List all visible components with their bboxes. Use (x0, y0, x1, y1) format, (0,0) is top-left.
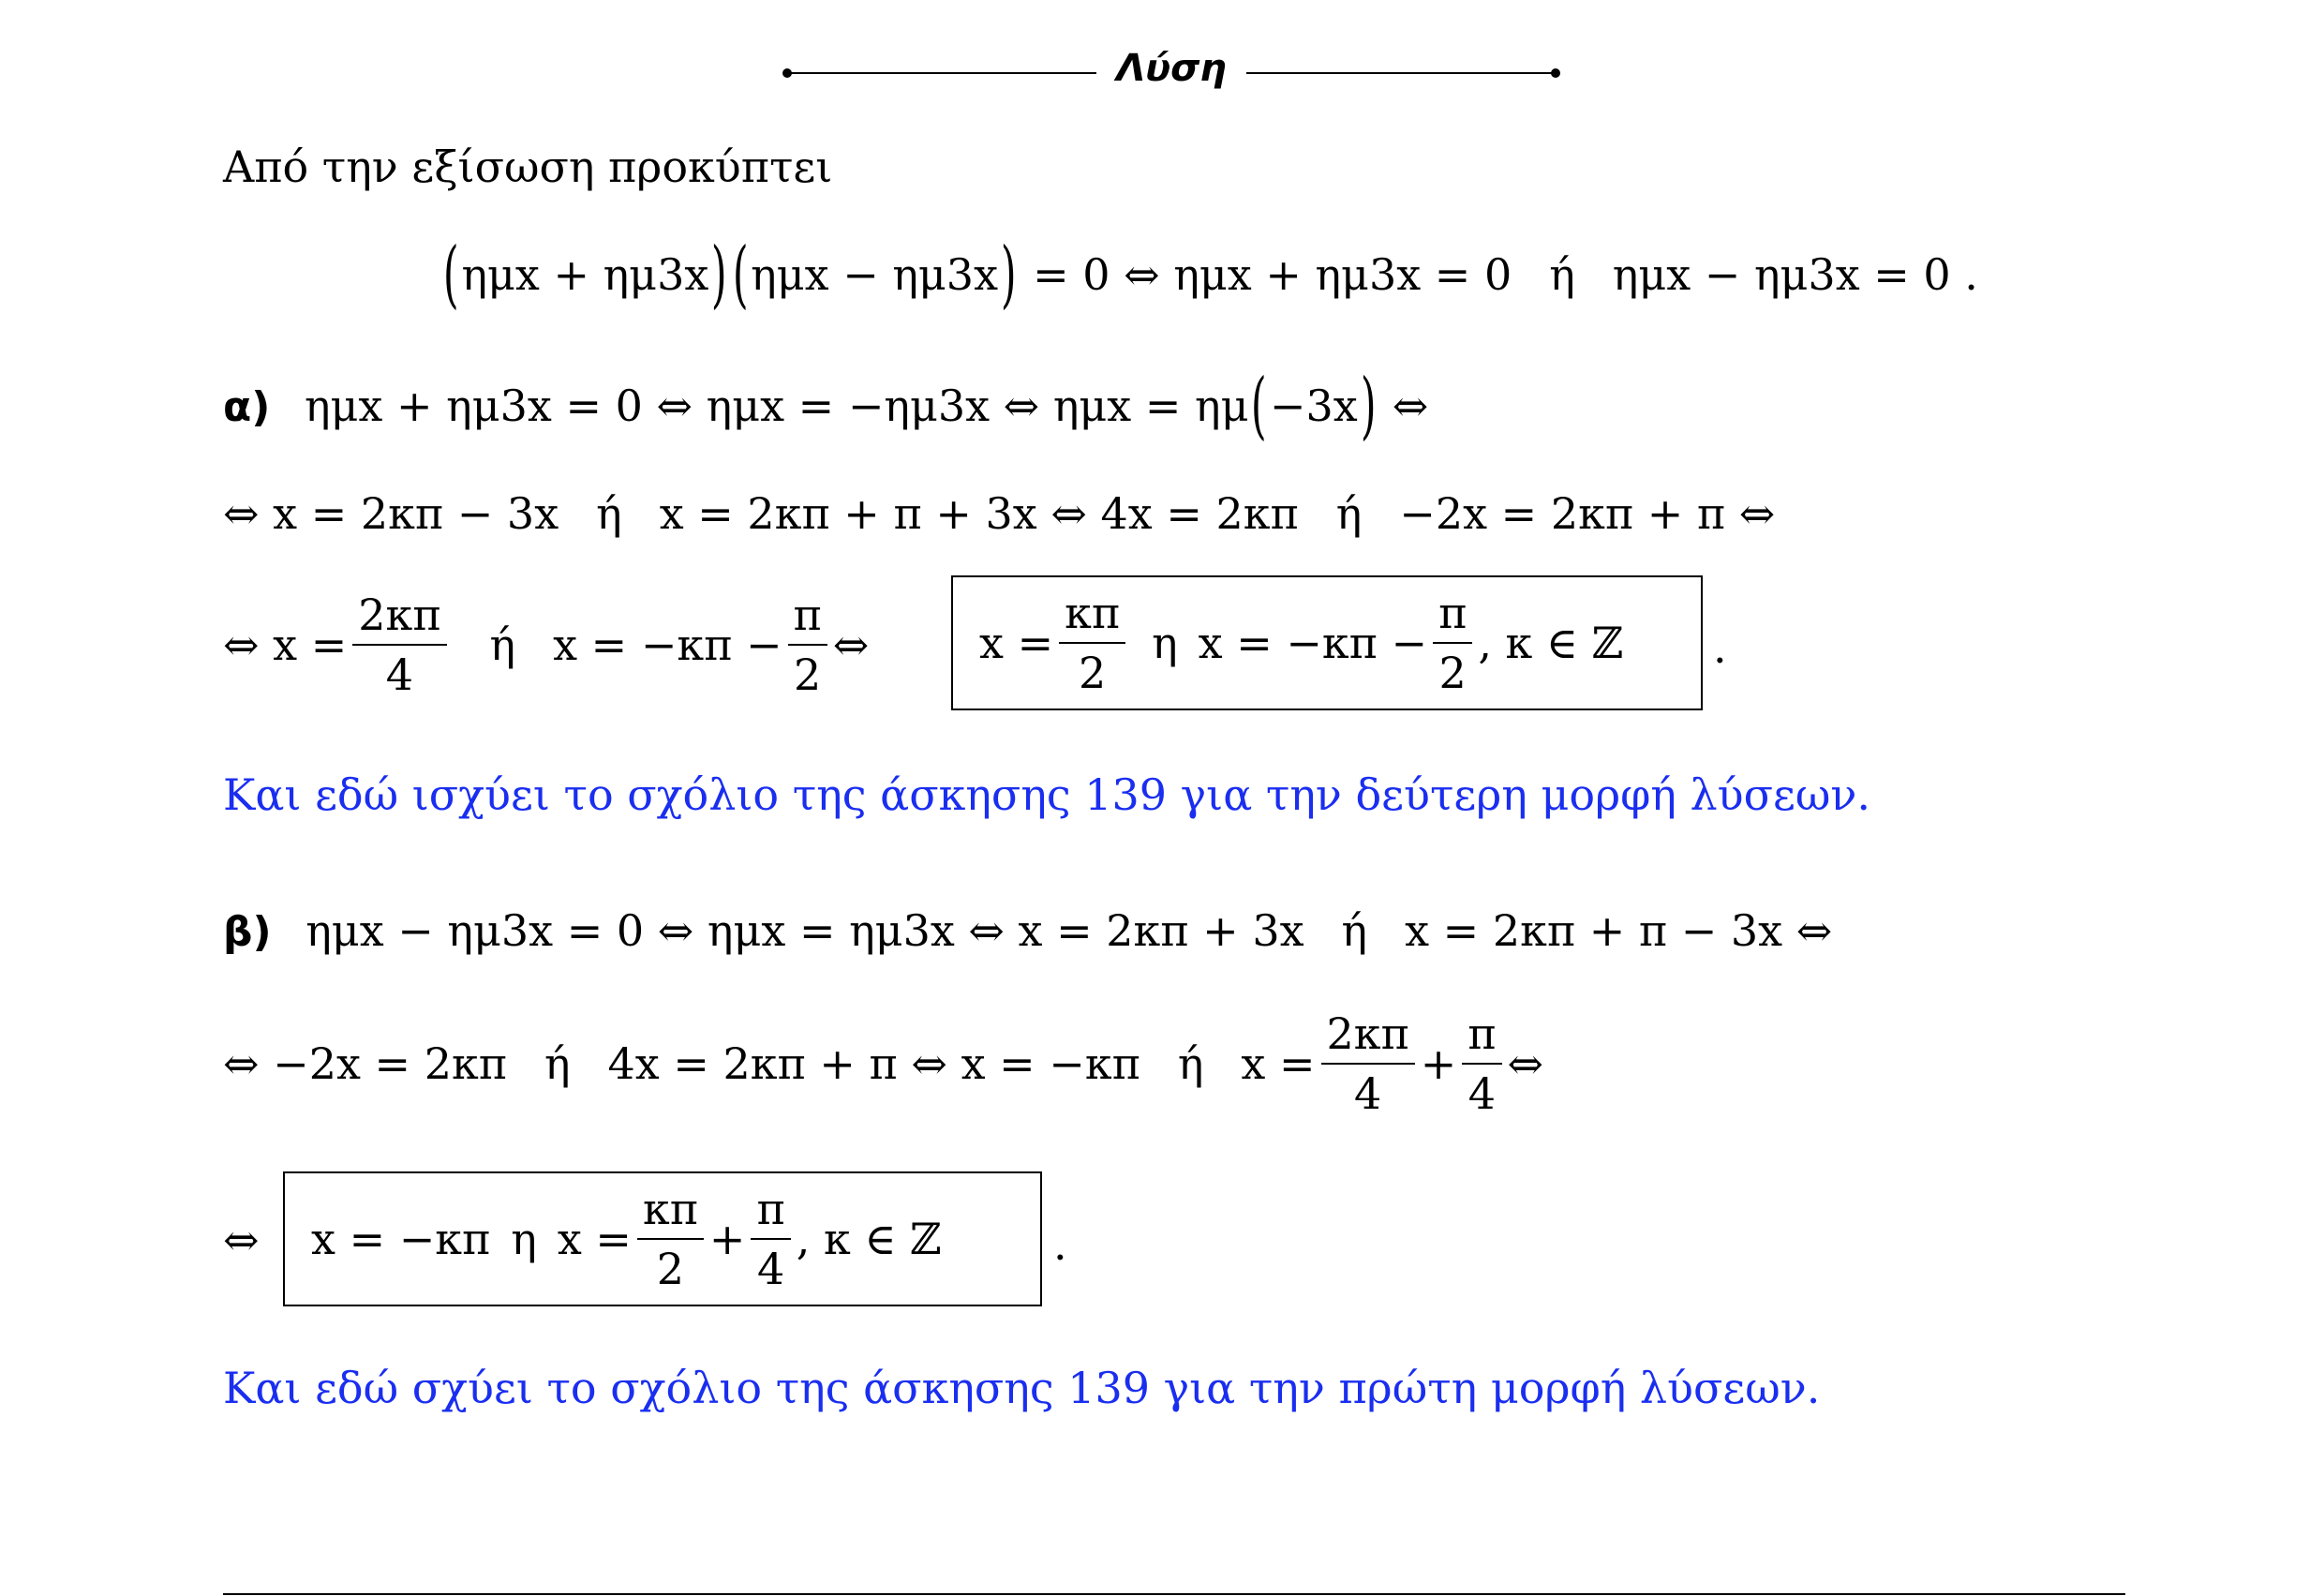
fraction: $\frac{\pi}{2}$ (1433, 591, 1472, 694)
part-a-result-box: x = $\frac{\kappa\pi}{2}$ η x = −κπ − $\frac{\pi}{2}$ , κ ∈ ℤ (951, 575, 1703, 710)
fraction: $\frac{2\kappa\pi}{4}$ (352, 593, 446, 696)
footer-rule (223, 1593, 2125, 1595)
part-b-period: . (1053, 1219, 1067, 1270)
header-right-dot (1551, 68, 1560, 78)
part-b-note: Και εδώ σχύει το σχόλιο της άσκησης 139 για την πρώτη μορφή λύσεων. (223, 1363, 1821, 1413)
fraction: $\frac{\pi}{4}$ (751, 1187, 790, 1290)
part-a-label: α) (223, 383, 271, 431)
fraction: $\frac{\kappa\pi}{2}$ (637, 1187, 704, 1290)
part-b-line-1: β) ημx − ημ3x = 0 ⇔ ημx = ημ3x ⇔ x = 2κπ + 3x ή x = 2κπ + π − 3x ⇔ (223, 905, 1833, 956)
part-b-result-box: x = −κπ η x = $\frac{\kappa\pi}{2}$ + $\frac{\pi}{4}$ , κ ∈ ℤ (283, 1171, 1042, 1306)
part-b-line-2: ⇔ −2x = 2κπ ή 4x = 2κπ + π ⇔ x = −κπ ή x = $\frac{2\kappa\pi}{4}$ + $\frac{\pi}{4}$ ⇔ (223, 1008, 1544, 1119)
header-right-rule (1246, 72, 1556, 74)
part-a-period: . (1713, 622, 1727, 673)
part-a-line-2: ⇔ x = 2κπ − 3x ή x = 2κπ + π + 3x ⇔ 4x = 2κπ ή −2x = 2κπ + π ⇔ (223, 488, 1776, 539)
part-b-label: β) (223, 908, 272, 956)
fraction: $\frac{\pi}{4}$ (1462, 1012, 1501, 1115)
fraction: $\frac{\pi}{2}$ (788, 593, 827, 696)
header-title: Λύση (1116, 47, 1227, 90)
part-a-note: Και εδώ ισχύει το σχόλιο της άσκησης 139 για την δεύτερη μορφή λύσεων. (223, 769, 1870, 820)
fraction: $\frac{\kappa\pi}{2}$ (1059, 591, 1125, 694)
section-header (782, 45, 1560, 101)
intro-text: Από την εξίσωση προκύπτει (223, 142, 833, 192)
main-equation: (ημx + ημ3x)(ημx − ημ3x) = 0 ⇔ ημx + ημ3x = 0 ή ημx − ημ3x = 0 . (442, 232, 1978, 317)
fraction: $\frac{2\kappa\pi}{4}$ (1321, 1012, 1415, 1115)
header-left-rule (787, 72, 1096, 74)
part-b-arrow: ⇔ (223, 1215, 260, 1265)
part-a-line-3: ⇔ x = $\frac{2\kappa\pi}{4}$ ή x = −κπ − $\frac{\pi}{2}$ ⇔ (223, 589, 870, 700)
part-a-line-1: α) ημx + ημ3x = 0 ⇔ ημx = −ημ3x ⇔ ημx = ημ(−3x) ⇔ (223, 364, 1429, 448)
